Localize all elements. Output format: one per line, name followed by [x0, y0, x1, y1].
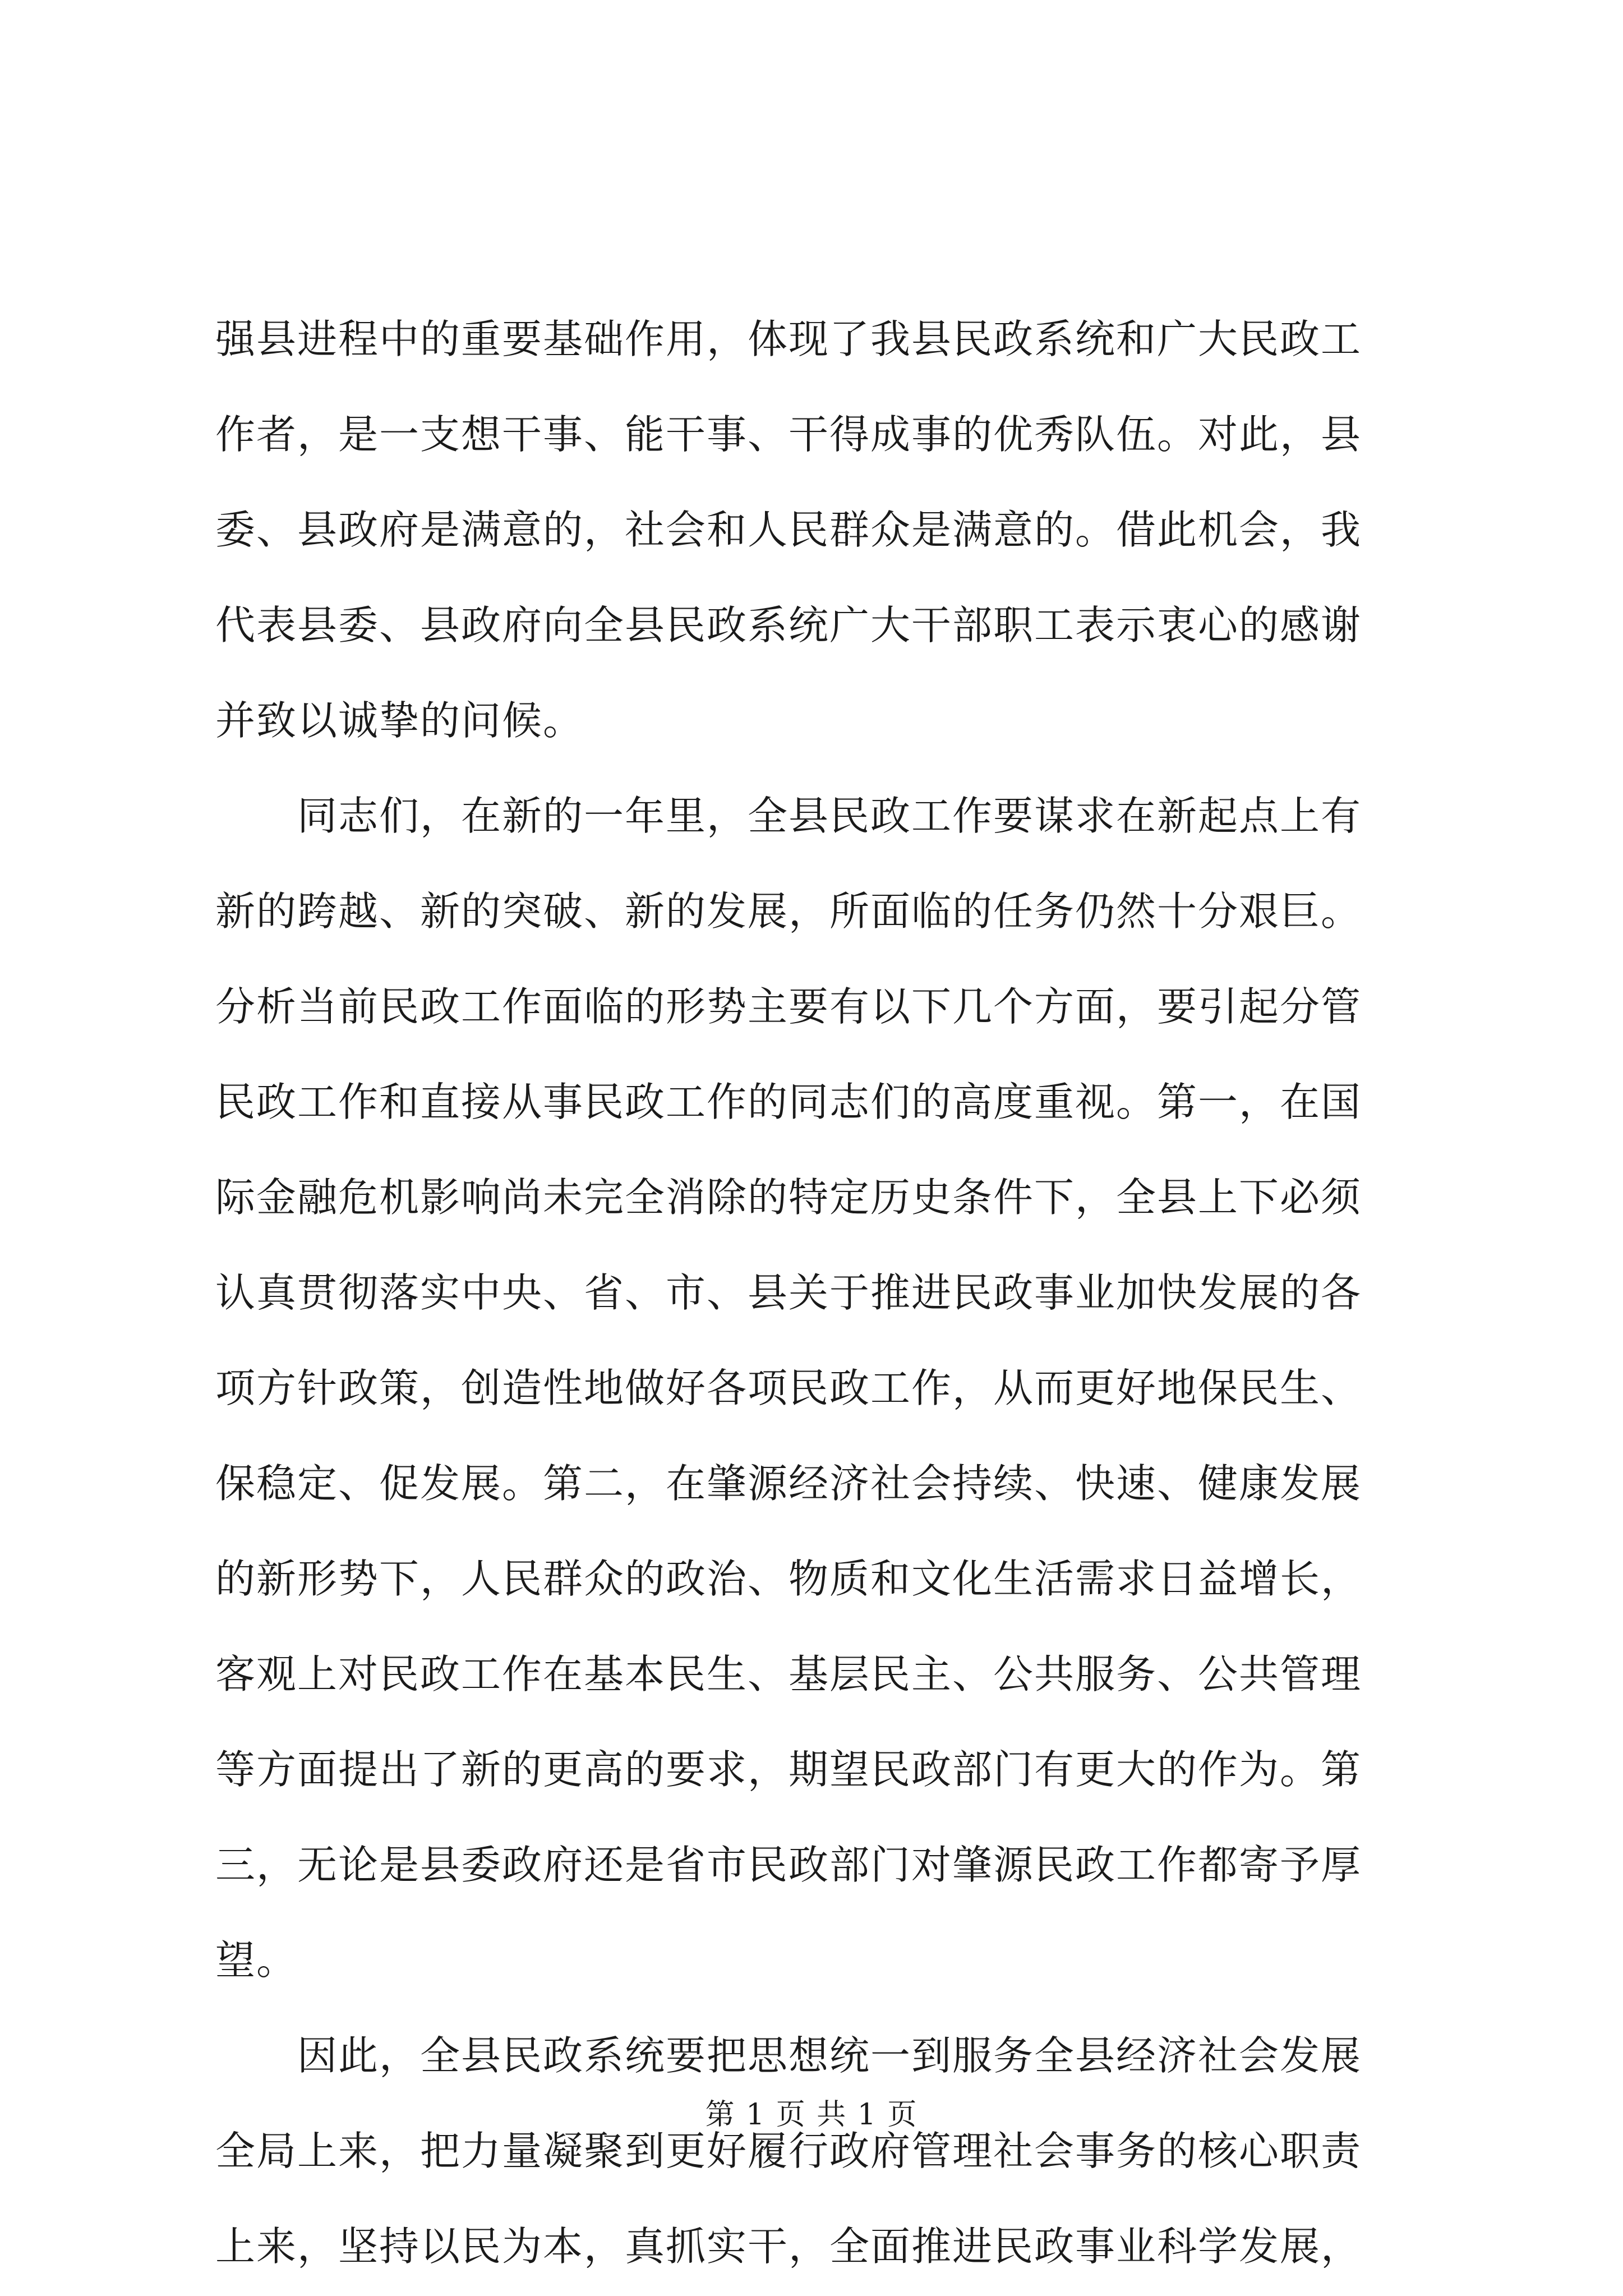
text-line: 认真贯彻落实中央、省、市、县关于推进民政事业加快发展的各 — [215, 1269, 1362, 1316]
text-line: 新的跨越、新的突破、新的发展，所面临的任务仍然十分艰巨。 — [215, 888, 1362, 935]
text-line: 上来，坚持以民为本，真抓实干，全面推进民政事业科学发展， — [215, 2223, 1362, 2270]
text-line: 强县进程中的重要基础作用，体现了我县民政系统和广大民政工 — [215, 316, 1362, 362]
text-line: 作者，是一支想干事、能干事、干得成事的优秀队伍。对此，县 — [215, 411, 1362, 458]
text-line: 三，无论是县委政府还是省市民政部门对肇源民政工作都寄予厚 — [215, 1842, 1362, 1888]
text-line: 并致以诚挚的问候。 — [215, 697, 584, 744]
text-line: 际金融危机影响尚未完全消除的特定历史条件下，全县上下必须 — [215, 1174, 1362, 1221]
text-line: 全局上来，把力量凝聚到更好履行政府管理社会事务的核心职责 — [215, 2128, 1362, 2174]
text-line: 等方面提出了新的更高的要求，期望民政部门有更大的作为。第 — [215, 1746, 1362, 1793]
text-line: 的新形势下，人民群众的政治、物质和文化生活需求日益增长， — [215, 1556, 1362, 1602]
text-line: 委、县政府是满意的，社会和人民群众是满意的。借此机会，我 — [215, 507, 1362, 553]
text-line: 分析当前民政工作面临的形势主要有以下几个方面，要引起分管 — [215, 983, 1362, 1030]
text-line: 代表县委、县政府向全县民政系统广大干部职工表示衷心的感谢 — [215, 602, 1362, 648]
text-line: 客观上对民政工作在基本民生、基层民主、公共服务、公共管理 — [215, 1651, 1362, 1697]
text-line: 民政工作和直接从事民政工作的同志们的高度重视。第一，在国 — [215, 1079, 1362, 1125]
text-line: 因此，全县民政系统要把思想统一到服务全县经济社会发展 — [215, 2032, 1362, 2079]
text-line: 保稳定、促发展。第二，在肇源经济社会持续、快速、健康发展 — [215, 1460, 1362, 1507]
text-line: 项方针政策，创造性地做好各项民政工作，从而更好地保民生、 — [215, 1365, 1362, 1411]
text-line: 望。 — [215, 1937, 298, 1984]
text-line: 同志们，在新的一年里，全县民政工作要谋求在新起点上有 — [215, 793, 1362, 839]
page-number-footer: 第 1 页 共 1 页 — [705, 2098, 918, 2132]
